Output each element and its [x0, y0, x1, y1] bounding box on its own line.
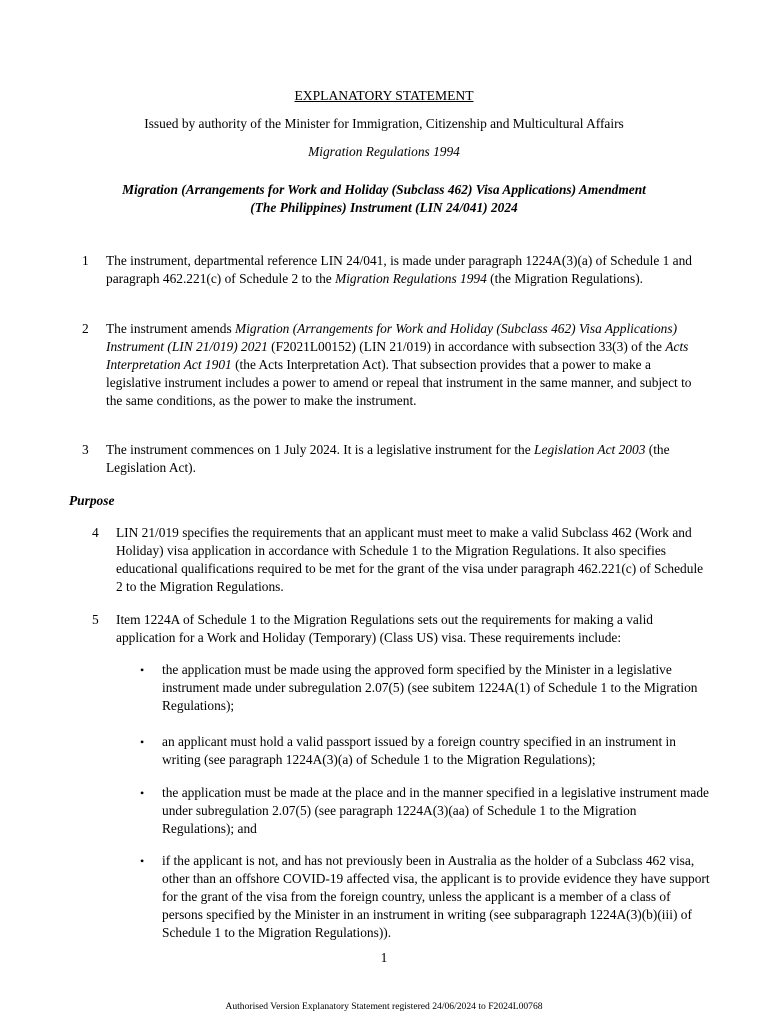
instrument-title-line-1: Migration (Arrangements for Work and Holiday (Subclass 462) Visa Applications) Amendment — [122, 182, 646, 197]
paragraph-number: 1 — [82, 253, 89, 268]
page-number: 1 — [380, 950, 388, 965]
instrument-title-line-2: (The Philippines) Instrument (LIN 24/041) 2024 — [250, 199, 518, 215]
paragraph-text: The instrument, departmental reference LIN 24/041, is made under paragraph 1224A(3)(a) of Schedule 1 and paragraph 462.221(c) of Schedule 2 to the Migration Regulations 1994 (the Migration Regulations). — [106, 253, 692, 286]
paragraph-text: The instrument amends Migration (Arrangements for Work and Holiday (Subclass 462) Visa Applications) Instrument (LIN 21/019) 2021 (F2021L00152) (LIN 21/019) in accordance with subsection 33(3) of the Acts Interpretation Act 1901 (the Acts Interpretation Act). That subsection provides that a power to make a legislative instrument includes a power to amend or repeal that instrument in the same manner, and subject to the same conditions, as the power to make the instrument. — [106, 321, 692, 408]
paragraph-number: 4 — [92, 525, 99, 540]
bullet-icon: • — [140, 786, 145, 800]
paragraph-text: LIN 21/019 specifies the requirements that an applicant must meet to make a valid Subclass 462 (Work and Holiday) visa application in accordance with Schedule 1 to the Migration Regulations. It also specifies educational qualifications required to be met for the grant of the visa under paragraph 462.221(c) of Schedule 2 to the Migration Regulations. — [116, 525, 704, 594]
bullet-text: the application must be made using the approved form specified by the Minister in a legislative instrument made under subregulation 2.07(5) (see subitem 1224A(1) of Schedule 1 to the Migration Regulations); — [162, 662, 698, 713]
bullet-text: the application must be made at the place and in the manner specified in a legislative instrument made under subregulation 2.07(5) (see paragraph 1224A(3)(aa) of Schedule 1 to the Migration Regulations); and — [162, 785, 709, 836]
purpose-heading: Purpose — [69, 493, 115, 508]
bullet-icon: • — [140, 735, 145, 749]
regulations-name: Migration Regulations 1994 — [308, 144, 460, 159]
instrument-title — [0, 181, 768, 216]
page-footer: Authorised Version Explanatory Statement registered 24/06/2024 to F2024L00768 — [225, 1001, 543, 1012]
paragraph-text: Item 1224A of Schedule 1 to the Migration Regulations sets out the requirements for making a valid application for a Work and Holiday (Temporary) (Class US) visa. These requirements include: — [116, 612, 654, 645]
bullet-text: an applicant must hold a valid passport issued by a foreign country specified in an instrument in writing (see paragraph 1224A(3)(a) of Schedule 1 to the Migration Regulations); — [162, 734, 676, 767]
paragraph-number: 2 — [82, 321, 89, 336]
paragraph-number: 3 — [82, 442, 89, 457]
bullet-icon: • — [140, 854, 145, 868]
paragraph-number: 5 — [92, 612, 99, 627]
bullet-icon: • — [140, 663, 145, 677]
document-title: EXPLANATORY STATEMENT — [294, 88, 474, 103]
paragraph-text: The instrument commences on 1 July 2024. It is a legislative instrument for the Legislation Act 2003 (the Legislation Act). — [106, 442, 670, 475]
issued-by-line: Issued by authority of the Minister for Immigration, Citizenship and Multicultural Affairs — [144, 116, 624, 131]
bullet-text: if the applicant is not, and has not previously been in Australia as the holder of a Subclass 462 visa, other than an offshore COVID-19 affected visa, the applicant is to provide evidence they have support for the grant of the visa from the foreign country, unless the applicant is a member of a class of persons specified by the Minister in an instrument in writing (see subparagraph 1224A(3)(b)(iii) of Schedule 1 to the Migration Regulations)). — [162, 853, 710, 940]
